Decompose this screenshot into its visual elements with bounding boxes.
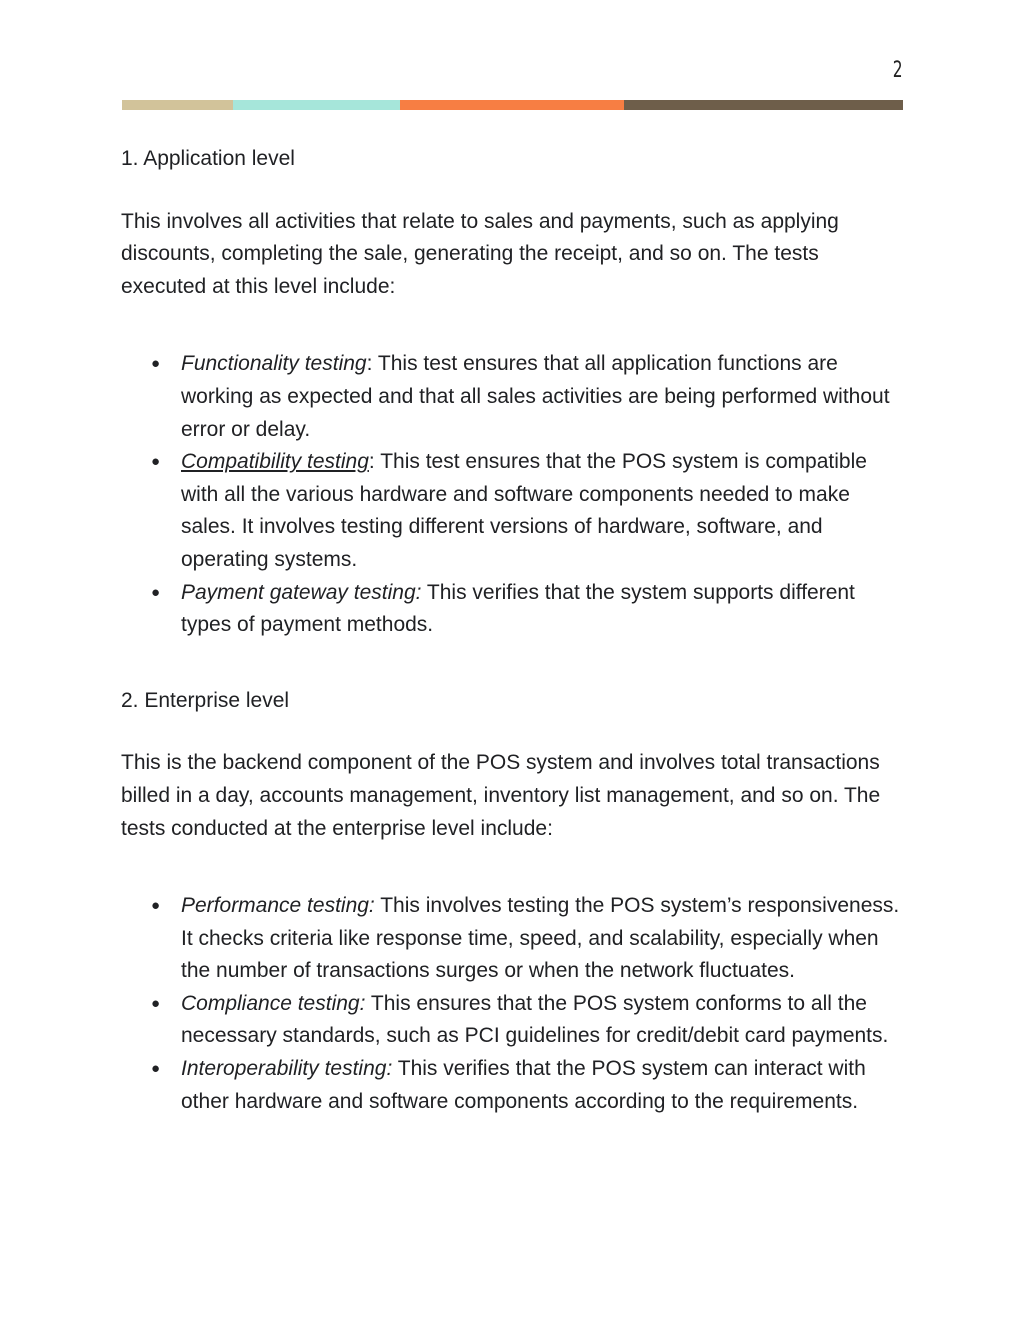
test-term: Performance testing: xyxy=(181,894,375,918)
section-heading-application-level: 1. Application level xyxy=(121,147,295,170)
bullet-icon: ● xyxy=(151,897,161,915)
test-term: Functionality testing xyxy=(181,352,367,376)
test-description: This test ensures that the POS system is compatible with all the various hardware and software components needed to make sales. It involves testing different versions of hardware, software, and operating systems. xyxy=(181,450,867,571)
color-bar-segment-3 xyxy=(400,100,624,110)
list-item xyxy=(121,446,906,576)
test-term-link[interactable]: Compatibility testing xyxy=(181,450,369,474)
term-separator: : xyxy=(368,450,375,474)
list-item xyxy=(121,348,906,446)
document-body xyxy=(121,143,906,1161)
test-description: This verifies that the system supports different types of payment methods. xyxy=(181,580,855,637)
test-term: Interoperability testing: xyxy=(181,1057,393,1081)
test-description: This ensures that the POS system conforms to all the necessary standards, such as PCI guidelines for credit/debit card payments. xyxy=(181,991,889,1048)
page-number: 2 xyxy=(893,58,903,83)
header-color-bar xyxy=(122,100,903,110)
bullet-icon: ● xyxy=(151,583,161,601)
test-description: This verifies that the POS system can interact with other hardware and software components according to the requirements. xyxy=(181,1057,866,1113)
test-term: Compliance testing: xyxy=(181,991,366,1015)
list-item xyxy=(121,988,906,1053)
enterprise-level-test-list xyxy=(121,890,906,1118)
section-intro-application-level: This involves all activities that relate to sales and payments, such as applying discounts, completing the sale, generating the receipt, and so on. The tests executed at this level include: xyxy=(121,209,839,298)
bullet-icon: ● xyxy=(151,453,161,471)
bullet-icon: ● xyxy=(151,1060,161,1078)
color-bar-segment-2 xyxy=(233,100,400,110)
section-heading-enterprise-level: 2. Enterprise level xyxy=(121,688,290,712)
bullet-icon: ● xyxy=(151,994,161,1012)
color-bar-segment-4 xyxy=(624,100,903,110)
term-separator: : xyxy=(366,352,373,376)
color-bar-segment-1 xyxy=(122,100,233,110)
application-level-test-list xyxy=(121,348,906,641)
test-term: Payment gateway testing: xyxy=(181,580,422,604)
list-item xyxy=(121,890,906,988)
bullet-icon: ● xyxy=(151,355,161,373)
test-description: This involves testing the POS system’s responsiveness. It checks criteria like response time, speed, and scalability, especially when the number of transactions surges or when the network fluctuates. xyxy=(181,894,900,983)
section-intro-enterprise-level: This is the backend component of the POS system and involves total transactions billed in a day, accounts management, inventory list management, and so on. The tests conducted at the enterprise level include: xyxy=(121,751,881,840)
list-item xyxy=(121,1053,906,1118)
list-item xyxy=(121,577,906,642)
test-description: This test ensures that all application functions are working as expected and that all sales activities are being performed without error or delay. xyxy=(181,352,890,441)
